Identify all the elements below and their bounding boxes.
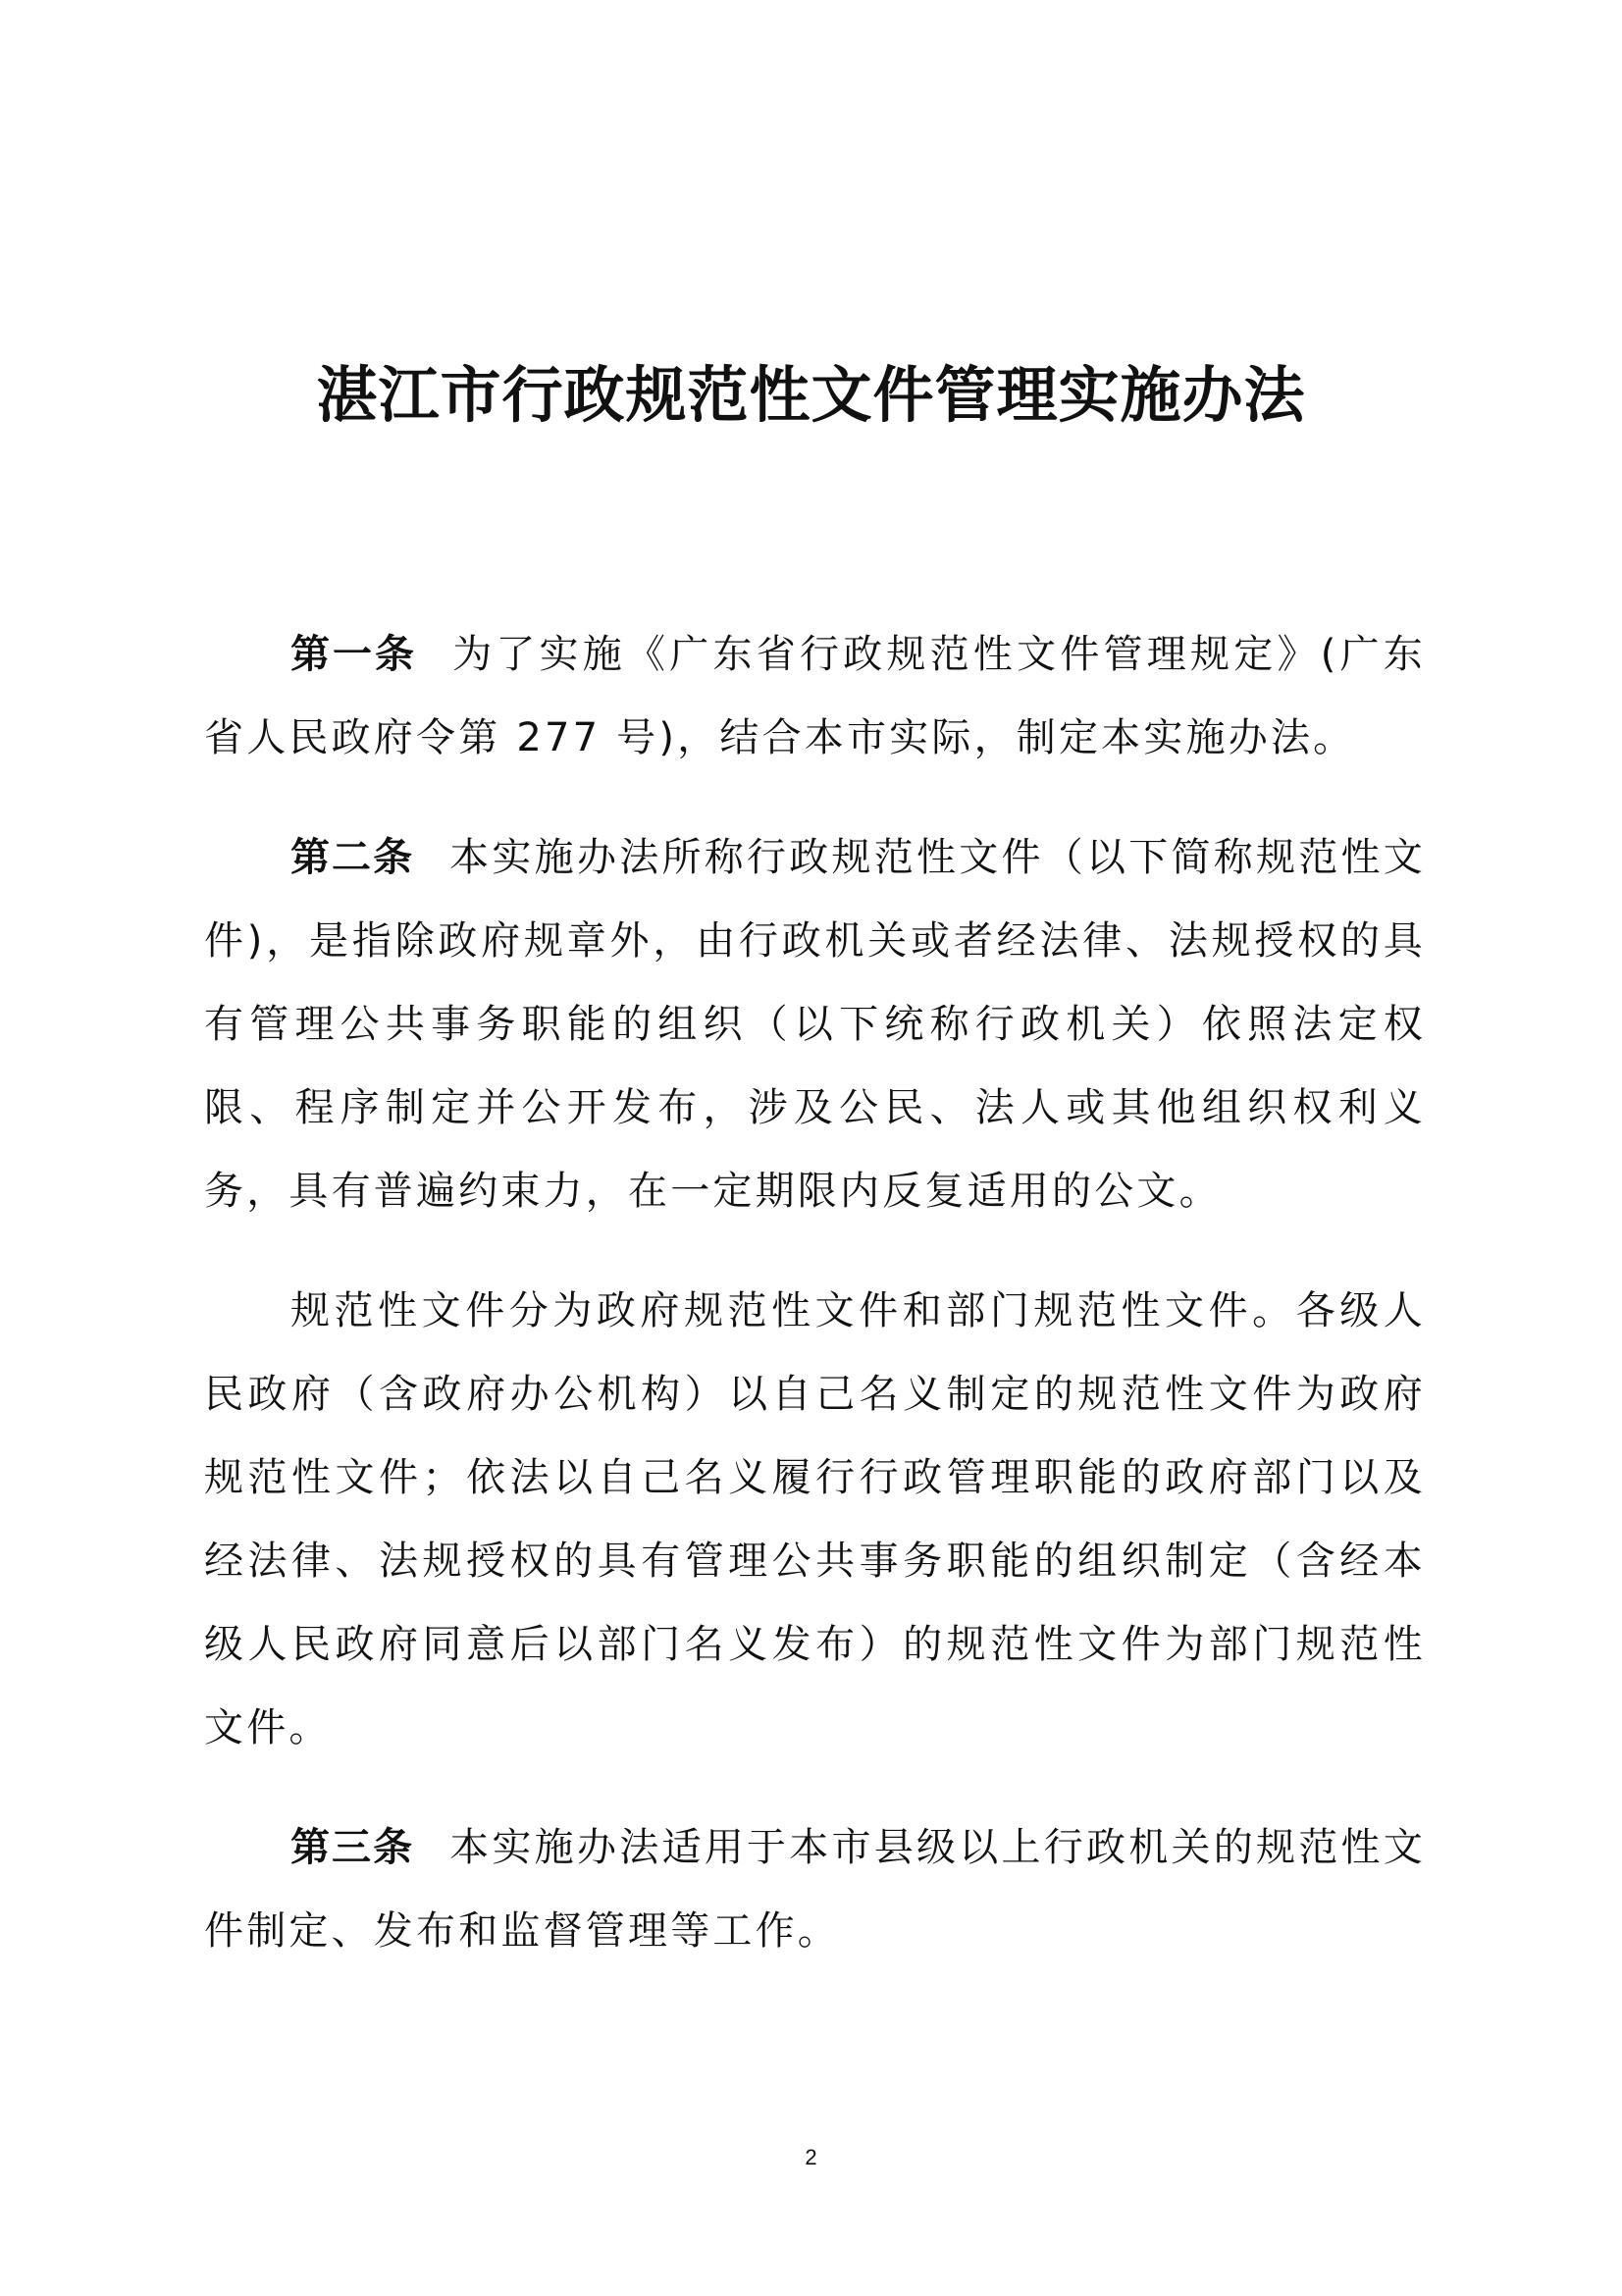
article-3-paragraph xyxy=(204,1806,1426,1973)
article-2-continuation-text: 规范性文件分为政府规范性文件和部门规范性文件。各级人民政府（含政府办公机构）以自己名义制定的规范性文件为政府规范性文件；依法以自己名义履行行政管理职能的政府部门以及经法律、法规授权的具有管理公共事务职能的组织制定（含经本级人民政府同意后以部门名义发布）的规范性文件为部门规范性文件。 xyxy=(204,1288,1426,1750)
page-number: 2 xyxy=(805,2145,817,2169)
article-1-paragraph xyxy=(204,613,1426,780)
document-title: 湛江市行政规范性文件管理实施办法 xyxy=(316,359,1306,431)
article-2-text: 本实施办法所称行政规范性文件（以下简称规范性文件)，是指除政府规章外，由行政机关或者经法律、法规授权的具有管理公共事务职能的组织（以下统称行政机关）依照法定权限、程序制定并公开发布，涉及公民、法人或其他组织权利义务，具有普遍约束力，在一定期限内反复适用的公文。 xyxy=(204,835,1426,1214)
article-3-text: 本实施办法适用于本市县级以上行政机关的规范性文件制定、发布和监督管理等工作。 xyxy=(204,1825,1426,1954)
article-3-heading: 第三条 xyxy=(290,1825,415,1870)
article-2-continuation-paragraph xyxy=(204,1270,1426,1770)
article-1-text: 为了实施《广东省行政规范性文件管理规定》(广东省人民政府令第 277 号)，结合本市实际，制定本实施办法。 xyxy=(204,632,1426,760)
document-body xyxy=(204,613,1426,2009)
article-2-paragraph xyxy=(204,816,1426,1233)
article-1-heading: 第一条 xyxy=(290,632,418,677)
article-2-heading: 第二条 xyxy=(290,835,415,880)
